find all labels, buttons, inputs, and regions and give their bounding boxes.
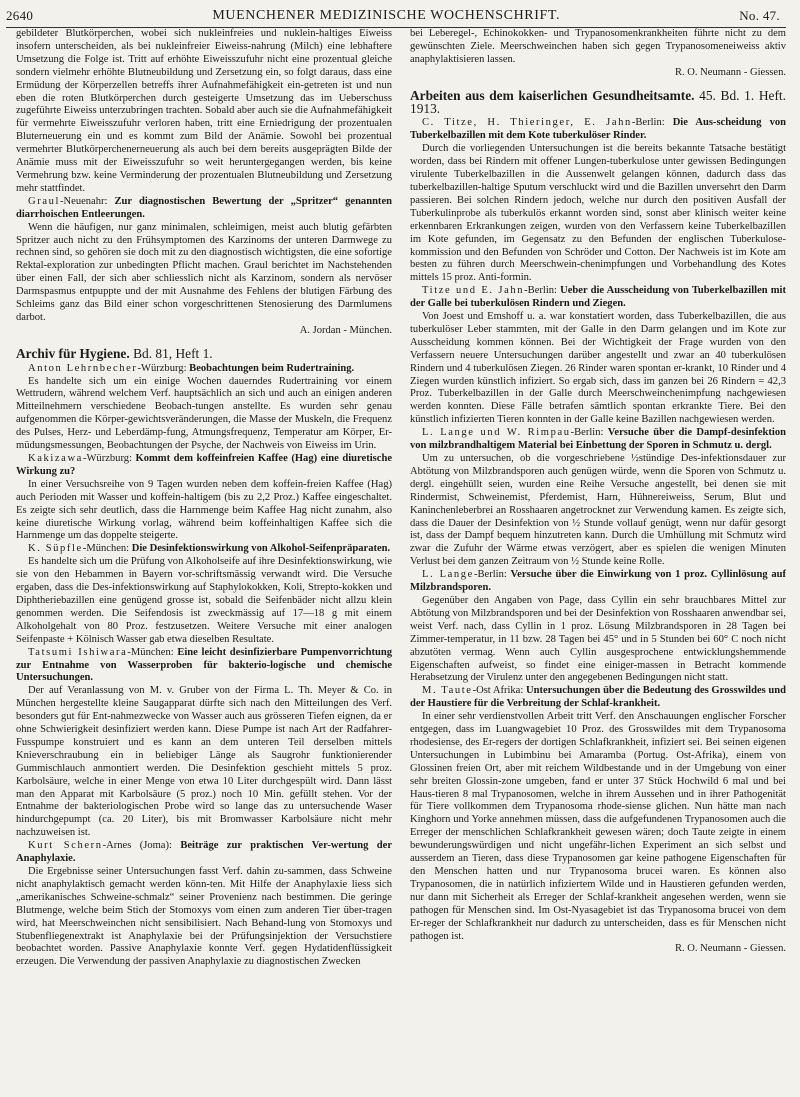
right-column bbox=[410, 28, 786, 1095]
abstract-text-kakizawa: In einer Versuchsreihe von 9 Tagen wurden neben dem koffein-freien Kaffee (Hag) auch Perioden mit Wasser und koffein-haltigem (bis zu 2,2 Proz.) Kaffee eingeschaltet. Es zeigte sich sehr deutlich, dass die Harnmenge beim Kaffee Hag nicht zunahm, also keine diuretische Wirkung vorlag, während beim koffeinhaltigen Kaffee sich die Harnmenge um das doppelte steigerte. bbox=[16, 478, 392, 542]
abstract-heading-kakizawa: Kakizawa-Würzburg: Kommt dem koffeinfreien Kaffee (Hag) eine diuretische Wirkung zu? bbox=[16, 453, 392, 477]
journal-section-heading: Arbeiten aus dem kaiserlichen Gesundheitsamte. 45. Bd. 1. Heft. 1913. bbox=[410, 87, 786, 116]
text-columns bbox=[16, 28, 786, 1095]
continued-paragraph: gebildeter Blutkörperchen, wobei sich nukleinfreies und nuklein-haltiges Eiweiss insofern unterscheiden, als bei nukleinfreier Eiweiss-nahrung (Milch) eine lebhaftere Umsetzung die Folge ist. Tritt auf erhöhte Eiweisszufuhr nicht eine prozentual gleiche sondern vielmehr erhöhte Blutneubildung und Zersetzung ein, so folgt daraus, dass eine Ermüdung der Körperzellen betreffs ihrer Aufnahmefähigkeit ein-getreten ist und nun eben die roten Blutkörperchen durch gesteigerte Umsetzung das im Ueberschuss zugeführte Eiweiss unterzubringen trachten. Sobald aber auch sie die Aufnahmefähigkeit für vermehrte Eiweisszufuhr verloren haben, tritt eine Erniedrigung der prozentualen Bluterneuerung ein und es kommt zum Bild der Anämie. Sowohl bei prozentual vermehrter Blutkörperchenerneuerung als auch bei dem bereits ausgeprägten Bilde der Anämie muss mit der Eiweisszufuhr so weit heruntergegangen werden, bis keine Vermehrung bzw. keine Verminderung der prozentualen Blutneubildung und Zersetzung mehr stattfindet. bbox=[16, 28, 392, 194]
abstract-text-taute: In einer sehr verdienstvollen Arbeit tritt Verf. den Anschauungen englischer Forscher entgegen, dass im Luangwagebiet 10 Proz. des Grosswildes mit dem Trypanosoma rhodesiense, des Er-regers der dortigen Schlafkrankheit, infiziert sei. Bei seinen eigenen Untersuchungen in Lubimbinu bei Amaramba (Portug. Ost-Afrika), einem von Glossinen freien Ort, aber mit reichem Wildbestande und in der Umgebung von einer sehr breiten Glossin-zone umgeben, fand er unter 37 Stück Hochwild 6 mal und bei Haus-tieren 8 mal Trypanosomen, welche in ihrem Aussehen und in ihrer Pathogenität für Tiere vollkommen dem Trypanosoma rhode-siense glichen. Nun hätte man nach Kinghorn und Yorke annehmen müssen, dass die aufgefundenen Trypanosomen auch die Erreger der menschlichen Schlafkrankheit gewesen wären; doch Taute zeigte in einem bewunderungswürdigen und nicht ungefähr-lichen Experiment an sich selbst und ausserdem an Tieren, dass diese Trypanosomen gar keine pathogene Eigenschaften für den Menschen hatten und nur Trypanosoma brucei waren. Es können also Trypanosomen, die in natürlich infiziertem Wilde und in Haustieren gefunden werden, nur dann mit Sicherheit als Erreger der Schlaf-krankheit angesehen werden, wenn sie pathogen für Menschen sind. Im Ost-Nyasagebiet ist das Trypanosoma brucei von dem Er-reger der Schlafkrankheit nur dadurch zu unterscheiden, dass es für Menschen nicht pathogen ist. bbox=[410, 711, 786, 942]
page-number: 2640 bbox=[6, 8, 34, 23]
journal-section-heading: Archiv für Hygiene. Bd. 81, Heft 1. bbox=[16, 345, 213, 361]
abstract-text-schern: Die Ergebnisse seiner Untersuchungen fasst Verf. dahin zu-sammen, dass Schweine nicht anaphylaktisch gemacht werden könn-ten. Mit Hilfe der Anaphylaxie liess sich „amerikanisches Schweine-schmalz“ seiner Provenienz nach bestimmen. Die geringe Blutmenge, welche beim Stich der Stomoxys vom einen zum anderen Tier über-tragen wird, hat Meerschweinchen nicht sensibilisiert. Nach Behand-lung von Stomoxys und Stubenfliegenextrakt ist Anaphylaxie bei der Prüfungsinjektion der Versuchstiere beobachtet worden. Passive Anaphylaxie konnte Verf. gegen Hydatidenflüssigkeit erzeugen. Die Verwendung der passiven Anaphylaxie zu diagnostischen Zwecken bbox=[16, 866, 392, 968]
issue-number: No. 47. bbox=[739, 8, 780, 23]
reviewer-signature: R. O. Neumann - Giessen. bbox=[674, 943, 786, 955]
abstract-text-lange-1: Um zu untersuchen, ob die vorgeschriebene ½stündige Des-infektionsdauer zur Abtötung von Milzbrandsporen auch genügen würde, wenn die Sporen von Schmutz u. dergl. eingehüllt seien, wurden eine Reihe Versuche angestellt, bei denen sie mit Rindermist, Schweinemist, Pferdemist, Harn, Hühnereiweiss, Serum, Blut und Kaninchenleberbrei an Rosshaaren angetrocknet zur Verwendung kamen. Es zeigte sich, dass die Dauer der Desinfektion von ½ Stunde vollauf genügt, wenn nur dafür gesorgt ist, dass der Dampf bequem hinzutreten kann. Durch die Umhüllung mit Schmutz wird zwar die Zufuhr der Wärme etwas verzögert, aber es spielen die wenigen Minuten Verlust bei dem ganzen Zeitraum von ½ Stunde keine Rolle. bbox=[410, 453, 786, 568]
left-column bbox=[16, 28, 392, 1095]
abstract-text-suepfle: Es handelte sich um die Prüfung von Alkoholseife auf ihre Desinfektionswirkung, wie sie von den Hebammen in Bayern vor-schriftsmässig verwandt wird. Die Versuche ergaben, dass die Des-infektionswirkung auf Staphylokokken, Koli, Strepto-kokken und Diphtheriebazillen eine genügend grosse ist, sobald die Seifenbäder nicht allzu klein genommen werden. Die Seifendosis ist zweckmässig auf 17—18 g mit einem Alkoholgehalt von 80 Proz. festzusetzen. Weitere Versuche mit einer analogen Seifenpaste + Kölnisch Wasser gab etwa dieselben Resultate. bbox=[16, 556, 392, 645]
reviewer-signature: A. Jordan - München. bbox=[299, 324, 392, 336]
page-header bbox=[6, 0, 786, 28]
abstract-text-graul: Wenn die häufigen, nur ganz minimalen, schleimigen, meist auch blutig gefärbten Spritzer auch nicht zu den Frühsymptomen des Karzinoms der unteren Darmwege zu rechnen sind, so gehören sie doch mit zu den diagnostisch wichtigsten, die eine sofortige Rektal-exploration zur unbedingten Pflicht machen. Graul berichtet im Nachstehenden über einen Fall, der sich aber schliesslich nicht als Karzinom, sondern als nervöser Darmspasmus entpuppte und der mit Ausnahme des Fehlens der blutigen Färbung des Schleims ganz das Bild einer schon vorgeschrittenen Stenosierung des Darmlumens darbot. bbox=[16, 221, 392, 323]
abstract-heading-titze-2: Titze und E. Jahn-Berlin: Ueber die Ausscheidung von Tuberkelbazillen mit der Galle bei tuberkulösen Rindern und Ziegen. bbox=[410, 285, 786, 310]
abstract-text-lehrnbecher: Es handelte sich um ein einige Wochen dauerndes Rudertraining vor einem Wettrudern, während welchem Verf. hauptsächlich an sich und auch an einigen anderen Mitteilnehmern verschiedene Beobach-tungen anstellte. Es wurden sehr genau aufgenommen die Körper-gewichtsveränderungen, die Masse der Muskeln, die Frequenz des Pulses, Herz- und Leberdämp-fung, Atmungsfrequenz, Temperatur am Körper, Er-müdungsmessungen, Beobachtungen der Psyche, der Nachweis von Eiweiss im Urin. bbox=[16, 375, 392, 452]
reviewer-signature: R. O. Neumann - Giessen. bbox=[674, 66, 786, 78]
abstract-heading-graul: Graul-Neuenahr: Zur diagnostischen Bewertung der „Spritzer“ genannten diarrhoischen Entleerungen. bbox=[16, 195, 392, 220]
journal-title: MUENCHENER MEDIZINISCHE WOCHENSCHRIFT. bbox=[212, 8, 561, 23]
continued-paragraph: bei Leberegel-, Echinokokken- und Trypanosomenkrankheiten führte nicht zu dem gewünschten Ziele. Meerschweinchen haben sich gegen Trypanosomeneiweiss aktiv anaphylaktisieren lassen. bbox=[410, 28, 786, 65]
abstract-text-ishiwara: Der auf Veranlassung von M. v. Gruber von der Firma L. Th. Meyer & Co. in München hergestellte kleine Saugapparat dürfte sich nach den Mitteilungen des Verf. besonders gut für Ent-nahmezwecke von Wasser auch aus grösseren Tiefen eignen, da er ohne Schwierigkeit desinfiziert werden kann. Diese Pumpe ist nach Art der Radfahrer-Fusspumpe konstruiert und es kann an dem unteren Teil derselben mittels Knieverschraubung ein in beliebiger Länge als Saugrohr funktionierender Gummischlauch anmontiert werden. Die Desinfektion geschieht mittels 5 proz. Karbolsäure, welche in einer Menge von etwa 10 Liter durchgespült wird. Dann lässt man den Apparat mit Karbolsäure (5 proz.) noch 10 Min. gefüllt stehen. Vor der Entnahme der bakteriologischen Probe wird so lange das zu untersuchende Waser hindurchgepumpt (ca. 20 Liter), bis mit Bromwasser Karbolsäure nicht mehr nachzuweisen ist. bbox=[16, 685, 392, 839]
abstract-heading-taute: M. Taute-Ost Afrika: Untersuchungen über die Bedeutung des Grosswildes und der Haustiere für die Verbreitung der Schlaf-krankheit. bbox=[410, 685, 786, 710]
abstract-text-titze-2: Von Joest und Emshoff u. a. war konstatiert worden, dass Tuberkelbazillen, die aus tuberkulöser Leber stammten, mit der Galle in den Darm gelangen und im Kote zur Ausscheidung kommen können. Bei der Wichtigkeit der Frage wurden von den Verfassern neuere Untersuchungen darüber angestellt und zwar an 40 tuberkulösen Rindern und 4 tuberkulösen Ziegen. 26 Rinder waren spontan er-krankt, 10 Rinder und 4 Ziegen wurden künstlich infiziert. So ergab sich, dass im ganzen bei 26 Rindern = 42,3 Proz. Tuberkelbazillen in der Galle durch Meerschweinchenimpfung nachgewiesen werden konnten. Diese Fälle betrafen sämtlich spontan erkrankte Tiere. Bei den künstlich infizierten Tieren konnten in der Galle keine Bazillen nachgewiesen werden. bbox=[410, 311, 786, 426]
abstract-heading-lange-1: L. Lange und W. Rimpau-Berlin: Versuche über die Dampf-desinfektion von milzbrandhaltigem Material bei Einbettung der Sporen in Schmutz u. dergl. bbox=[410, 427, 786, 452]
abstract-heading-lange-2: L. Lange-Berlin: Versuche über die Einwirkung von 1 proz. Cyllinlösung auf Milzbrandsporen. bbox=[410, 569, 786, 594]
abstract-heading-ishiwara: Tatsumi Ishiwara-München: Eine leicht desinfizierbare Pumpenvorrichtung zur Entnahme von Wasserproben für bakterio-logische und chemische Untersuchungen. bbox=[16, 646, 392, 684]
abstract-heading-suepfle: K. Süpfle-München: Die Desinfektionswirkung von Alkohol-Seifenpräparaten. bbox=[28, 543, 391, 555]
abstract-heading-schern: Kurt Schern-Arnes (Joma): Beiträge zur praktischen Ver-wertung der Anaphylaxie. bbox=[16, 840, 392, 865]
abstract-heading-titze-1: C. Titze, H. Thieringer, E. Jahn-Berlin: Die Aus-scheidung von Tuberkelbazillen mit dem Kote tuberkulöser Rinder. bbox=[410, 117, 786, 142]
abstract-text-lange-2: Gegenüber den Angaben von Page, dass Cyllin ein sehr brauchbares Mittel zur Abtötung von Milzbrandsporen und bei der Desinfektion von Rosshaaren anwendbar sei, weist Verf. nach, dass Cyllin in 1 proz. Lösung Milzbrandsporen in 28 Tagen bei Zimmer-temperatur, in 11 bzw. 28 Tagen bei 45° und in 5 Stunden bei 60° C noch nicht abzutöten vermag. Wenn auch Cyllin ausgesprochene entwicklungshemmende Eigenschaften aufweist, so findet eine einiger-massen in Betracht kommende Herabsetzung der Virulenz unter den angegebenen Bedingungen nicht statt. bbox=[410, 594, 786, 684]
abstract-heading-lehrnbecher: Anton Lehrnbecher-Würzburg: Beobachtungen beim Rudertraining. bbox=[28, 362, 355, 374]
abstract-text-titze-1: Durch die vorliegenden Untersuchungen ist die bereits bekannte Tatsache bestätigt worden, dass bei Rindern mit offener Lungen-tuberkulose unter gewissen Bedingungen virulente Tuberkelbazillen in die Aussenwelt gelangen können, dadurch dass das tuberkelbazillen-haltige Sputum verschluckt wird und die Bazillen unversehrt den Darm passieren. Bei solchen Rindern jedoch, welche nur durch den positiven Ausfall der Tuberkulinprobe als tuberkulös erkannt worden sind, sonst aber klinisch weiter keine erkennbaren Erkrankungen zeigen, wurden von den Verfassern keine Tuberkelbazillen im Kote gefunden, im Gegensatz zu den Befunden der englischen Tuberkulose-kommission und den Befunden von Schröder und Cotton. Der Nachweis ist im Kote am besten zu führen durch Meerschwein-chenimpfungen und Vorbehandlung des Kotes mittels 15 proz. Anti-formin. bbox=[410, 143, 786, 284]
